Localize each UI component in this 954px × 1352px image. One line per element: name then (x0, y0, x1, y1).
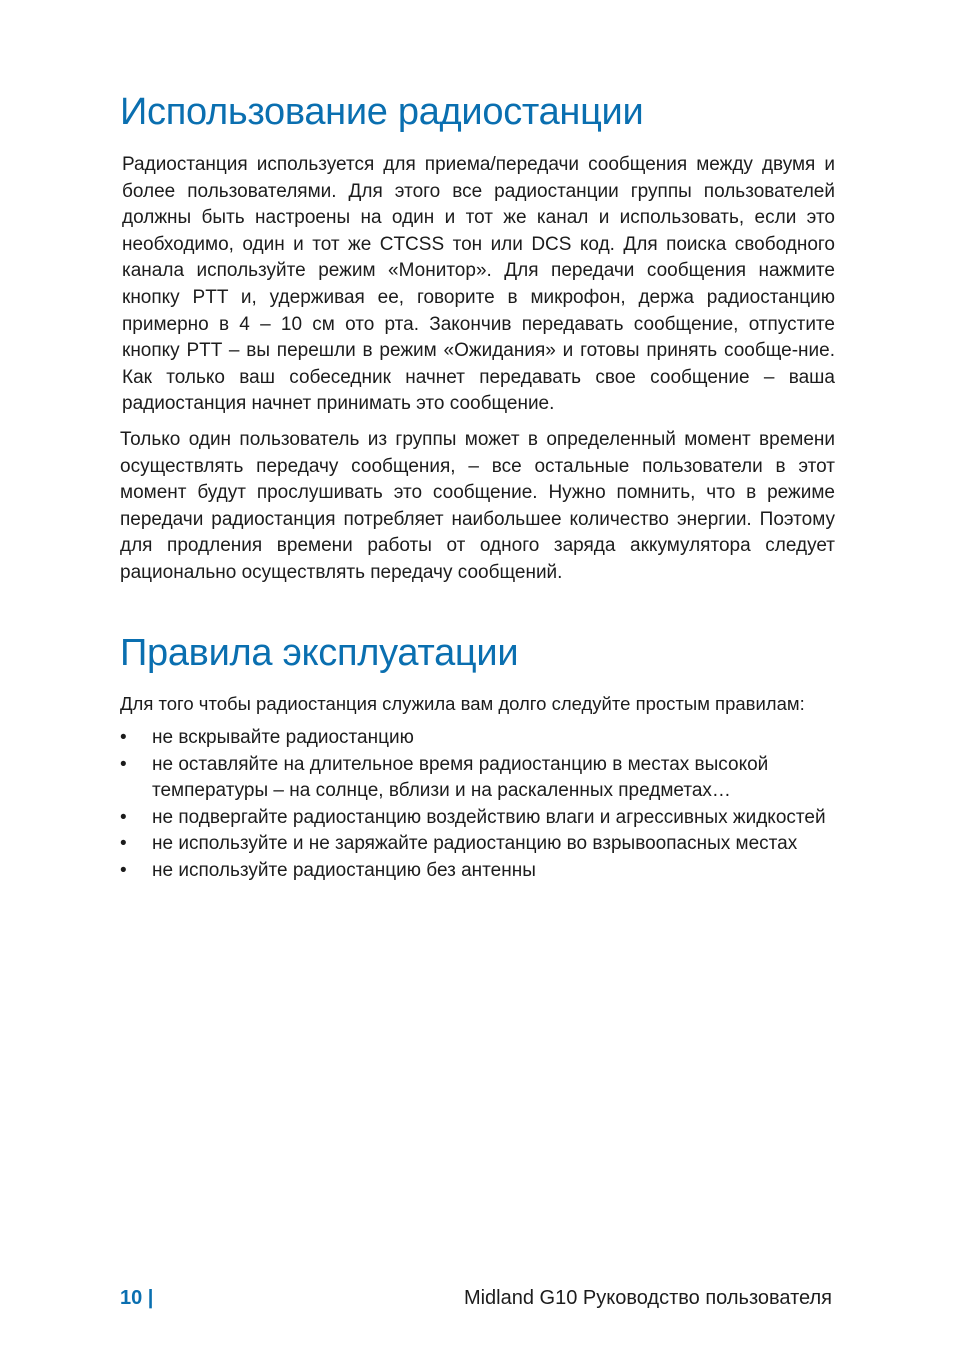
bullet-icon: • (120, 727, 127, 749)
page-content (120, 86, 835, 885)
bullet-icon: • (120, 833, 127, 855)
list-item-text: не оставляйте на длительное время радиостанцию в местах высокой температуры – на солнце, вблизи и на раскаленных предметах… (152, 753, 769, 802)
list-item (120, 725, 835, 752)
list-item (120, 858, 835, 885)
list-item-text: не подвергайте радиостанцию воздействию влаги и агрессивных жидкостей (152, 806, 826, 828)
bullet-icon: • (120, 860, 127, 882)
list-item-text: не вскрывайте радиостанцию (152, 727, 414, 749)
bullet-icon: • (120, 753, 127, 775)
bullet-icon: • (120, 806, 127, 828)
list-item-text: не используйте и не заряжайте радиостанцию во взрывоопасных местах (152, 833, 798, 855)
rules-intro: Для того чтобы радиостанция служила вам долго следуйте простым правилам: (120, 692, 805, 714)
heading-operation-rules: Правила эксплуатации (120, 631, 519, 674)
list-item (120, 805, 835, 832)
usage-paragraph-1: Радиостанция используется для приема/передачи сообщения между двумя и более пользователями. Для этого все радиостанции группы пользователей должны быть настроены на один и тот же канал и использовать, если это необходимо, один и тот же CTCSS тон или DCS код. Для поиска свободного канала используйте режим «Монитор». Для передачи сообщения нажмите кнопку PTT и, удерживая ее, говорите в микрофон, держа радиостанцию примерно в 4 – 10 см ото рта. Закончив передавать сообщение, отпустите кнопку PTT – вы перешли в режим «Ожидания» и готовы принять сообще-ние. Как только ваш собеседник начнет передавать свое сообщение – ваша радиостанция начнет принимать это сообщение. (122, 154, 835, 415)
usage-paragraph-2: Только один пользователь из группы может в определенный момент времени осуществлять передачу сообщения, – все остальные пользователи в этот момент будут прослушивать это сообщение. Нужно помнить, что в режиме передачи радиостанция потребляет наибольшее количество энергии. Поэтому для продления времени работы от одного заряда аккумулятора следует рационально осуществлять передачу сообщений. (120, 428, 835, 583)
rules-list (120, 725, 835, 885)
list-item (120, 831, 835, 858)
page-number: 10 | (120, 1287, 154, 1309)
list-item (120, 752, 835, 805)
heading-radio-usage: Использование радиостанции (120, 91, 644, 133)
document-title: Midland G10 Руководство пользователя (463, 1287, 832, 1309)
list-item-text: не используйте радиостанцию без антенны (152, 860, 536, 882)
page-footer (120, 1283, 832, 1313)
